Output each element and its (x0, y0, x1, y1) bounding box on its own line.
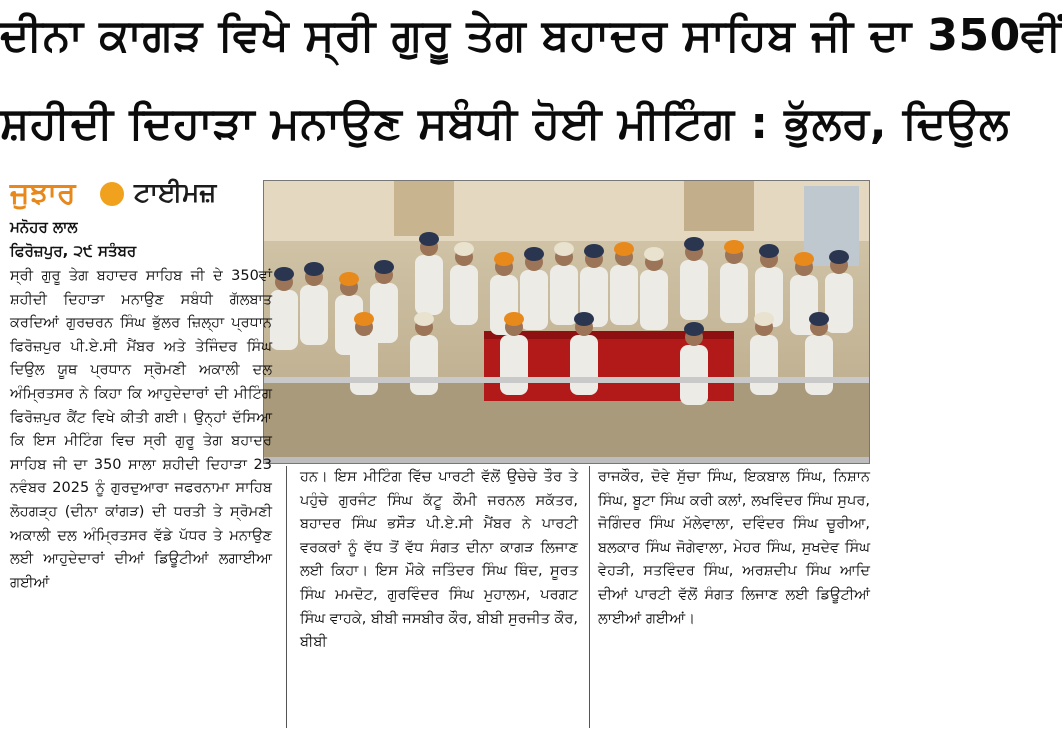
turban (374, 260, 394, 274)
turban (304, 262, 324, 276)
person-figure (570, 335, 598, 395)
meeting-photo (263, 180, 870, 464)
turban (574, 312, 594, 326)
turban (829, 250, 849, 264)
article-column-1: ਸ੍ਰੀ ਗੁਰੂ ਤੇਗ ਬਹਾਦਰ ਸਾਹਿਬ ਜੀ ਦੇ 350ਵਾਂ ਸ਼ਹੀਦੀ ਦਿਹਾੜਾ ਮਨਾਉਣ ਸਬੰਧੀ ਗੱਲਬਾਤ ਕਰਦਿਆਂ ਗੁਰਚਰਨ ਸਿੰਘ ਭੁੱਲਰ ਜ਼ਿਲ੍ਹਾ ਪ੍ਰਧਾਨ ਫਿਰੋਜ਼ਪੁਰ ਪੀ.ਏ.ਸੀ ਮੈਂਬਰ ਅਤੇ ਤੇਜਿੰਦਰ ਸਿੰਘ ਦਿਉਲ ਯੂਥ ਪ੍ਰਧਾਨ ਸ੍ਰੋਮਣੀ ਅਕਾਲੀ ਦਲ ਅੰਮ੍ਰਿਤਸਰ ਨੇ ਕਿਹਾ ਕਿ ਆਹੁਦੇਦਾਰਾਂ ਦੀ ਮੀਟਿੰਗ ਫਿਰੋਜ਼ਪੁਰ ਕੈਂਟ ਵਿਖੇ ਕੀਤੀ ਗਈ। ਉਨ੍ਹਾਂ ਦੱਸਿਆ ਕਿ ਇਸ ਮੀਟਿੰਗ ਵਿਚ ਸ੍ਰੀ ਗੁਰੂ ਤੇਗ ਬਹਾਦਰ ਸਾਹਿਬ ਜੀ ਦਾ 350 ਸਾਲਾ ਸ਼ਹੀਦੀ ਦਿਹਾੜਾ 23 ਨਵੰਬਰ 2025 ਨੂੰ ਗੁਰਦੁਆਰਾ ਜਫਰਨਾਮਾ ਸਾਹਿਬ ਲੋਹਗੜ੍ਹ (ਦੀਨਾ ਕਾਂਗੜ) ਦੀ ਧਰਤੀ ਤੇ ਸ੍ਰੋਮਣੀ ਅਕਾਲੀ ਦਲ ਅੰਮ੍ਰਿਤਸਰ ਵੱਡੇ ਪੱਧਰ ਤੇ ਮਨਾਉਣ ਲਈ ਆਹੁਦੇਦਾਰਾਂ ਦੀਆਂ ਡਿਊਟੀਆਂ ਲਗਾਈਆ ਗਈਆਂ (10, 268, 272, 591)
turban (274, 267, 294, 281)
masthead-name-part2: ਟਾਈਮਜ਼ (134, 178, 217, 208)
person-figure (750, 335, 778, 395)
article-column-2: ਹਨ। ਇਸ ਮੀਟਿੰਗ ਵਿੱਚ ਪਾਰਟੀ ਵੱਲੋਂ ਉਚੇਚੇ ਤੌਰ ਤੇ ਪਹੁੰਚੇ ਗੁਰਜੰਟ ਸਿੰਘ ਕੱਟੂ ਕੌਮੀ ਜਰਨਲ ਸਕੱਤਰ, ਬਹਾਦਰ ਸਿੰਘ ਭਸੌੜ ਪੀ.ਏ.ਸੀ ਮੈਂਬਰ ਨੇ ਪਾਰਟੀ ਵਰਕਰਾਂ ਨੂੰ ਵੱਧ ਤੋਂ ਵੱਧ ਸੰਗਤ ਦੀਨਾ ਕਾਗੜ ਲਿਜਾਣ ਲਈ ਕਿਹਾ। ਇਸ ਮੌਕੇ ਜਤਿੰਦਰ ਸਿੰਘ ਥਿੰਦ, ਸੂਰਤ ਸਿੰਘ ਮਮਦੋਟ, ਗੁਰਵਿੰਦਰ ਸਿੰਘ ਮੁਹਾਲਮ, ਪਰਗਟ ਸਿੰਘ ਵਾਹਕੇ, ਬੀਬੀ ਜਸਬੀਰ ਕੌਰ, ਬੀਬੀ ਸੁਰਜੀਤ ਕੌਰ, ਬੀਬੀ (300, 469, 578, 651)
turban (494, 252, 514, 266)
person-figure (550, 265, 578, 325)
person-figure (410, 335, 438, 395)
sun-icon (100, 182, 124, 206)
person-figure (720, 263, 748, 323)
meeting-photo-illustration (264, 181, 869, 463)
turban (759, 244, 779, 258)
person-figure (640, 270, 668, 330)
masthead-name-part1: ਜੁਝਾਰ (10, 176, 76, 211)
headline-line-1: ਦੀਨਾ ਕਾਗੜ ਵਿਖੇ ਸ੍ਰੀ ਗੁਰੂ ਤੇਗ ਬਹਾਦਰ ਸਾਹਿਬ ਜੀ ਦਾ 350ਵੀਂ (0, 10, 1062, 61)
person-figure (450, 265, 478, 325)
turban (554, 242, 574, 256)
person-figure (805, 335, 833, 395)
turban (339, 272, 359, 286)
person-figure (825, 273, 853, 333)
column-divider (589, 466, 590, 728)
person-figure (300, 285, 328, 345)
turban (504, 312, 524, 326)
person-figure (350, 335, 378, 395)
masthead-logo (10, 176, 256, 216)
headline-line-2: ਸ਼ਹੀਦੀ ਦਿਹਾੜਾ ਮਨਾਉਣ ਸਬੰਧੀ ਹੋਈ ਮੀਟਿੰਗ : ਭੁੱਲਰ, ਦਿਉਲ (0, 98, 1010, 149)
person-figure (370, 283, 398, 343)
dateline: ਫਿਰੋਜ਼ਪੁਰ, ੨੯ ਸਤੰਬਰ (10, 242, 137, 260)
column-divider (286, 466, 287, 728)
person-figure (270, 290, 298, 350)
turban (754, 312, 774, 326)
turban (354, 312, 374, 326)
turban (794, 252, 814, 266)
turban (644, 247, 664, 261)
turban (419, 232, 439, 246)
byline: ਮਨੋਹਰ ਲਾਲ (10, 218, 78, 236)
person-figure (520, 270, 548, 330)
person-figure (680, 260, 708, 320)
person-figure (500, 335, 528, 395)
turban (614, 242, 634, 256)
person-figure (415, 255, 443, 315)
turban (684, 322, 704, 336)
turban (684, 237, 704, 251)
person-figure (610, 265, 638, 325)
turban (524, 247, 544, 261)
article-column-3: ਰਾਜਕੌਰ, ਦੋਵੇ ਸੁੱਚਾ ਸਿੰਘ, ਇਕਬਾਲ ਸਿੰਘ, ਨਿਸ਼ਾਨ ਸਿੰਘ, ਬੂਟਾ ਸਿੰਘ ਕਰੀ ਕਲਾਂ, ਲਖਵਿੰਦਰ ਸਿੰਘ ਸੁਪਰ, ਜੋਗਿੰਦਰ ਸਿੰਘ ਮੱਲੇਵਾਲਾ, ਦਵਿੰਦਰ ਸਿੰਘ ਚੂਰੀਆ, ਬਲਕਾਰ ਸਿੰਘ ਜੋਗੇਵਾਲਾ, ਮੇਹਰ ਸਿੰਘ, ਸੁਖਦੇਵ ਸਿੰਘ ਵੇਹੜੀ, ਸਤਵਿੰਦਰ ਸਿੰਘ, ਅਰਸ਼ਦੀਪ ਸਿੰਘ ਆਦਿ ਦੀਆਂ ਪਾਰਟੀ ਵੱਲੋਂ ਸੰਗਤ ਲਿਜਾਣ ਲਈ ਡਿਊਟੀਆਂ ਲਾਈਆਂ ਗਈਆਂ। (598, 469, 870, 627)
turban (724, 240, 744, 254)
turban (584, 244, 604, 258)
person-figure (680, 345, 708, 405)
turban (414, 312, 434, 326)
turban (809, 312, 829, 326)
turban (454, 242, 474, 256)
